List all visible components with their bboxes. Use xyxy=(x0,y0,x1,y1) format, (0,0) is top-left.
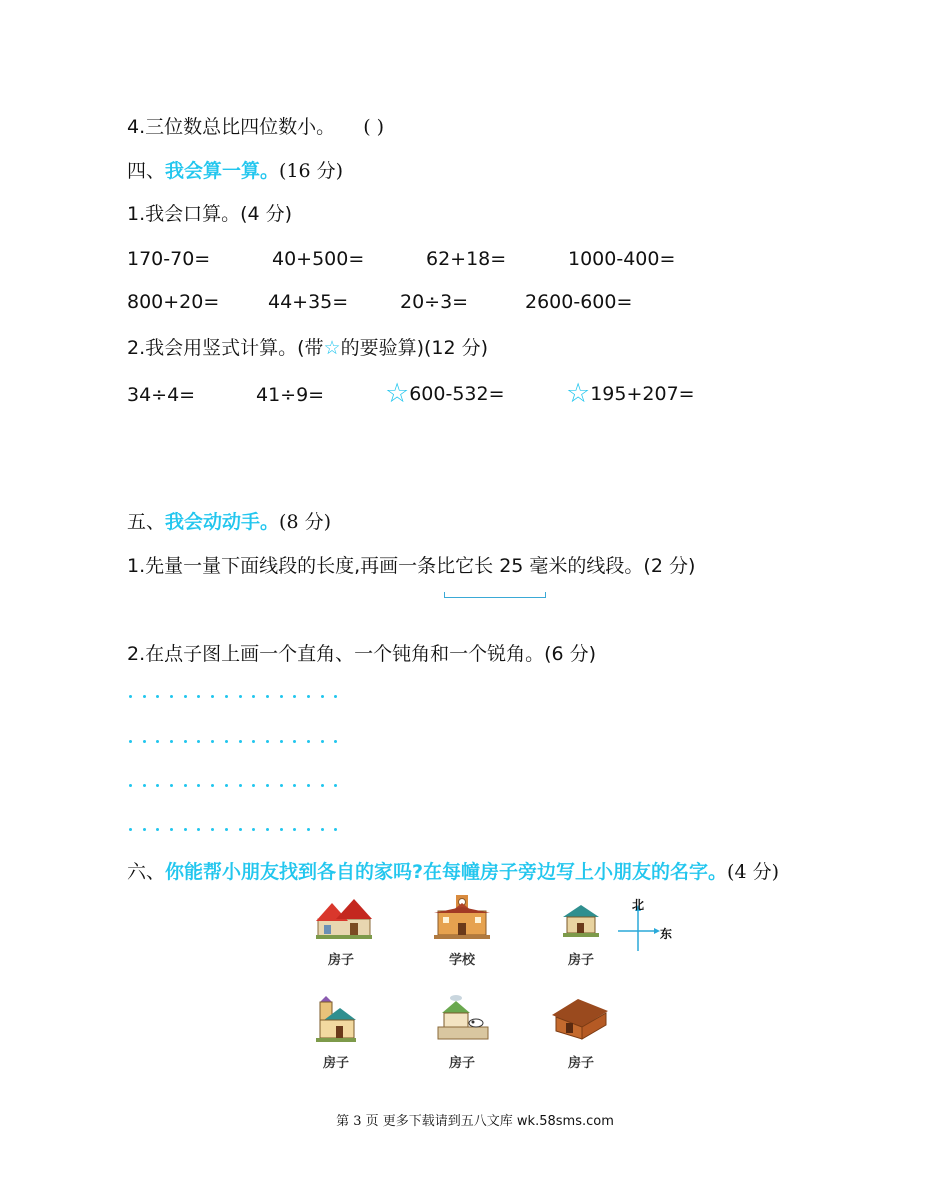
house-label[interactable]: 房子 xyxy=(327,953,354,968)
grid-dot[interactable] xyxy=(291,784,305,788)
grid-dot[interactable] xyxy=(332,740,346,744)
grid-dot[interactable] xyxy=(305,695,319,699)
q3-item4 xyxy=(127,118,384,137)
grid-dot[interactable] xyxy=(237,828,251,832)
measure-line-segment xyxy=(444,592,546,598)
grid-dot[interactable] xyxy=(209,828,223,832)
section5-part1: 1.先量一量下面线段的长度,再画一条比它长 25 毫米的线段。(2 分) xyxy=(127,555,696,577)
section6-title: 你能帮小朋友找到各自的家吗?在每幢房子旁边写上小朋友的名字。 xyxy=(165,861,728,883)
section4-part2 xyxy=(127,339,488,358)
grid-dot[interactable] xyxy=(223,740,237,744)
calc-item: 62+18= xyxy=(426,248,507,270)
star-icon: ☆ xyxy=(566,378,591,409)
grid-dot[interactable] xyxy=(319,784,333,788)
section6-heading xyxy=(127,863,779,882)
section5-heading xyxy=(127,513,331,532)
grid-dot[interactable] xyxy=(127,695,141,699)
compass-east-label: 东 xyxy=(660,927,673,941)
dot-grid-row[interactable] xyxy=(127,784,346,788)
grid-dot[interactable] xyxy=(250,784,264,788)
grid-dot[interactable] xyxy=(278,784,292,788)
grid-dot[interactable] xyxy=(291,828,305,832)
grid-dot[interactable] xyxy=(168,695,182,699)
grid-dot[interactable] xyxy=(168,784,182,788)
calc-item-star xyxy=(566,380,695,407)
calc-item: 20÷3= xyxy=(400,291,469,313)
grid-dot[interactable] xyxy=(319,740,333,744)
grid-dot[interactable] xyxy=(141,740,155,744)
school-label[interactable]: 学校 xyxy=(448,953,475,968)
grid-dot[interactable] xyxy=(154,828,168,832)
grid-dot[interactable] xyxy=(319,828,333,832)
calc-expr: 195+207= xyxy=(590,383,695,405)
calc-item: 34÷4= xyxy=(127,384,196,406)
grid-dot[interactable] xyxy=(195,740,209,744)
grid-dot[interactable] xyxy=(168,828,182,832)
grid-dot[interactable] xyxy=(195,695,209,699)
grid-dot[interactable] xyxy=(278,695,292,699)
star-icon: ☆ xyxy=(323,337,341,359)
grid-dot[interactable] xyxy=(264,740,278,744)
grid-dot[interactable] xyxy=(264,695,278,699)
farm-house-icon xyxy=(436,993,490,1043)
calc-item: 40+500= xyxy=(272,248,365,270)
grid-dot[interactable] xyxy=(237,695,251,699)
grid-dot[interactable] xyxy=(291,740,305,744)
section4-score: (16 分) xyxy=(279,160,344,182)
grid-dot[interactable] xyxy=(223,784,237,788)
grid-dot[interactable] xyxy=(141,784,155,788)
part2-text-end: 的要验算)(12 分) xyxy=(340,337,489,359)
dot-grid-row[interactable] xyxy=(127,828,346,832)
grid-dot[interactable] xyxy=(305,784,319,788)
grid-dot[interactable] xyxy=(209,740,223,744)
grid-dot[interactable] xyxy=(182,784,196,788)
grid-dot[interactable] xyxy=(332,695,346,699)
grid-dot[interactable] xyxy=(319,695,333,699)
grid-dot[interactable] xyxy=(154,695,168,699)
grid-dot[interactable] xyxy=(168,740,182,744)
calc-item: 2600-600= xyxy=(525,291,633,313)
section5-title: 我会动动手。 xyxy=(165,511,280,533)
grid-dot[interactable] xyxy=(223,695,237,699)
calc-item: 44+35= xyxy=(268,291,349,313)
calc-item: 41÷9= xyxy=(256,384,325,406)
dot-grid-row[interactable] xyxy=(127,740,346,744)
section5-part2: 2.在点子图上画一个直角、一个钝角和一个锐角。(6 分) xyxy=(127,643,597,665)
calc-item-star xyxy=(385,380,505,407)
calc-expr: 600-532= xyxy=(409,383,505,405)
grid-dot[interactable] xyxy=(250,695,264,699)
grid-dot[interactable] xyxy=(182,740,196,744)
page-footer xyxy=(0,1110,950,1129)
grid-dot[interactable] xyxy=(250,828,264,832)
calc-item: 1000-400= xyxy=(568,248,676,270)
answer-bracket[interactable]: ( ) xyxy=(363,116,385,138)
footer-page-text: 第 3 页 更多下载请到五八文库 xyxy=(336,1114,513,1129)
school-building-icon xyxy=(434,893,490,941)
grid-dot[interactable] xyxy=(154,740,168,744)
house-label[interactable]: 房子 xyxy=(567,1056,594,1071)
grid-dot[interactable] xyxy=(237,740,251,744)
log-cabin-icon xyxy=(552,997,608,1041)
section6-prefix: 六、 xyxy=(127,861,166,883)
grid-dot[interactable] xyxy=(182,828,196,832)
section5-score: (8 分) xyxy=(279,511,331,533)
grid-dot[interactable] xyxy=(332,828,346,832)
footer-site-link[interactable]: wk.58sms.com xyxy=(516,1114,614,1129)
grid-dot[interactable] xyxy=(278,828,292,832)
red-roof-house-icon xyxy=(314,895,374,941)
grid-dot[interactable] xyxy=(237,784,251,788)
grid-dot[interactable] xyxy=(154,784,168,788)
section4-heading xyxy=(127,162,343,181)
section4-part1: 1.我会口算。(4 分) xyxy=(127,203,293,225)
section5-prefix: 五、 xyxy=(127,511,166,533)
grid-dot[interactable] xyxy=(250,740,264,744)
grid-dot[interactable] xyxy=(264,784,278,788)
calc-item: 800+20= xyxy=(127,291,220,313)
grid-dot[interactable] xyxy=(223,828,237,832)
calc-item: 170-70= xyxy=(127,248,211,270)
grid-dot[interactable] xyxy=(141,828,155,832)
tower-house-icon xyxy=(314,994,356,1044)
grid-dot[interactable] xyxy=(195,784,209,788)
grid-dot[interactable] xyxy=(278,740,292,744)
house-label[interactable]: 房子 xyxy=(322,1056,349,1071)
star-icon: ☆ xyxy=(385,378,410,409)
grid-dot[interactable] xyxy=(291,695,305,699)
teal-roof-house-icon xyxy=(561,903,601,939)
house-label[interactable]: 房子 xyxy=(448,1056,475,1071)
grid-dot[interactable] xyxy=(127,740,141,744)
grid-dot[interactable] xyxy=(195,828,209,832)
compass-north-label: 北 xyxy=(632,898,645,912)
grid-dot[interactable] xyxy=(127,828,141,832)
grid-dot[interactable] xyxy=(209,784,223,788)
grid-dot[interactable] xyxy=(141,695,155,699)
grid-dot[interactable] xyxy=(127,784,141,788)
grid-dot[interactable] xyxy=(305,828,319,832)
grid-dot[interactable] xyxy=(332,784,346,788)
part2-text: 2.我会用竖式计算。(带 xyxy=(127,337,324,359)
section4-prefix: 四、 xyxy=(127,160,166,182)
grid-dot[interactable] xyxy=(305,740,319,744)
dot-grid-row[interactable] xyxy=(127,695,346,699)
section6-score: (4 分) xyxy=(727,861,780,883)
q3-item4-text: 4.三位数总比四位数小。 xyxy=(127,116,336,138)
house-label[interactable]: 房子 xyxy=(567,953,594,968)
grid-dot[interactable] xyxy=(264,828,278,832)
grid-dot[interactable] xyxy=(209,695,223,699)
section4-title: 我会算一算。 xyxy=(165,160,280,182)
grid-dot[interactable] xyxy=(182,695,196,699)
